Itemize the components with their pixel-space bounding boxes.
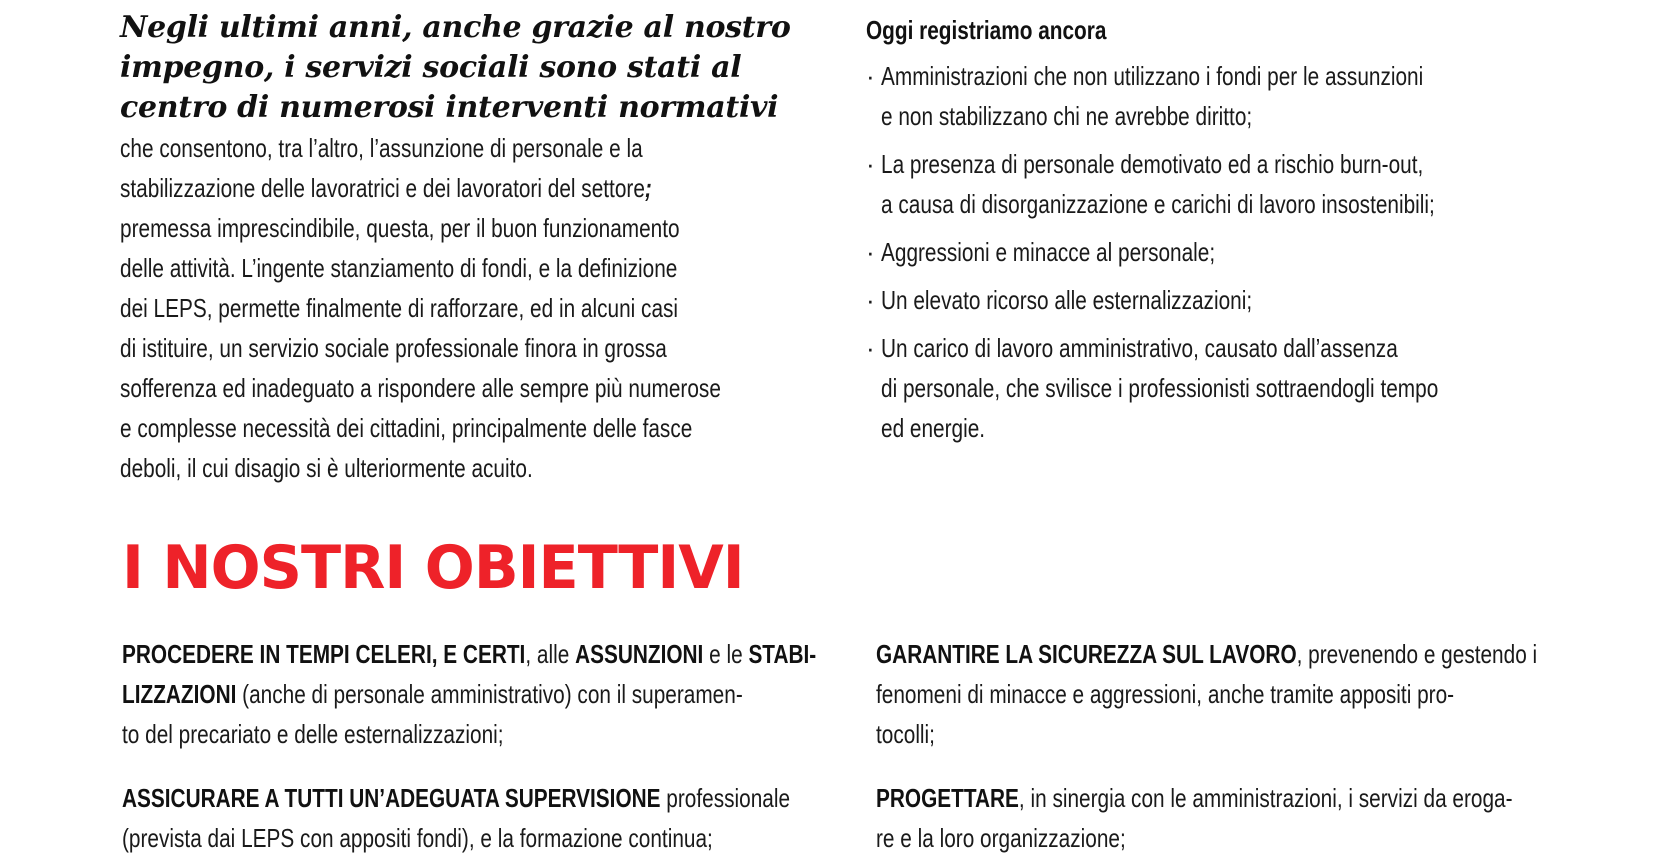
intro-body bbox=[120, 128, 721, 488]
intro-body-line: che consentono, tra l’altro, l’assunzione di personale e la bbox=[120, 133, 643, 163]
objective-keyword: PROGETTARE bbox=[876, 783, 1019, 813]
objective-line bbox=[122, 778, 790, 818]
objective-text: e le bbox=[703, 639, 749, 669]
section-title: I NOSTRI OBIETTIVI bbox=[122, 533, 744, 603]
objective-text: professionale bbox=[660, 783, 791, 813]
bullet-icon: · bbox=[866, 61, 875, 91]
list-item-line: ed energie. bbox=[881, 413, 986, 443]
list-item-text bbox=[881, 280, 1445, 320]
list-item-line: a causa di disorganizzazione e carichi di lavoro insostenibili; bbox=[881, 189, 1435, 219]
objective-keyword: LIZZAZIONI bbox=[122, 679, 237, 709]
list-item-text bbox=[881, 328, 1445, 448]
objective-planning bbox=[876, 778, 1513, 858]
list-item-line: di personale, che svilisce i professionisti sottraendogli tempo bbox=[881, 373, 1439, 403]
intro-lead-line: Negli ultimi anni, anche grazie al nostro bbox=[120, 10, 791, 45]
intro-lead-line: impegno, i servizi sociali sono stati al bbox=[120, 50, 742, 85]
list-item-text bbox=[881, 56, 1445, 136]
objective-keyword: GARANTIRE LA SICUREZZA SUL LAVORO bbox=[876, 639, 1297, 669]
intro-left-column bbox=[120, 8, 820, 488]
list-item-line: Aggressioni e minacce al personale; bbox=[881, 237, 1216, 267]
bullet-icon: · bbox=[866, 285, 875, 315]
objective-keyword: STABI- bbox=[748, 639, 817, 669]
list-item bbox=[866, 144, 1586, 224]
list-item-text bbox=[881, 232, 1445, 272]
intro-lead bbox=[120, 8, 820, 128]
objective-line bbox=[876, 634, 1537, 674]
current-issues-heading: Oggi registriamo ancora bbox=[866, 15, 1107, 45]
objective-keyword: ASSUNZIONI bbox=[575, 639, 704, 669]
list-item bbox=[866, 56, 1586, 136]
objective-line: re e la loro organizzazione; bbox=[876, 823, 1126, 853]
bullet-icon: · bbox=[866, 237, 875, 267]
objective-line: tocolli; bbox=[876, 719, 935, 749]
list-item-line: La presenza di personale demotivato ed a rischio burn-out, bbox=[881, 149, 1424, 179]
intro-body-line: sofferenza ed inadeguato a rispondere alle sempre più numerose bbox=[120, 373, 721, 403]
objective-line bbox=[876, 778, 1513, 818]
objective-text: , in sinergia con le amministrazioni, i servizi da eroga- bbox=[1018, 783, 1513, 813]
objective-keyword: PROCEDERE IN TEMPI CELERI, E CERTI bbox=[122, 639, 526, 669]
intro-body-line: premessa imprescindibile, questa, per il buon funzionamento bbox=[120, 213, 680, 243]
objective-line bbox=[122, 674, 816, 714]
objective-line: (prevista dai LEPS con appositi fondi), e la formazione continua; bbox=[122, 823, 713, 853]
objective-text: , alle bbox=[525, 639, 576, 669]
bullet-icon: · bbox=[866, 149, 875, 179]
list-item bbox=[866, 280, 1586, 320]
intro-lead-line: centro di numerosi interventi normativi bbox=[120, 90, 779, 125]
intro-body-line: e complesse necessità dei cittadini, principalmente delle fasce bbox=[120, 413, 693, 443]
list-item-line: e non stabilizzano chi ne avrebbe diritto; bbox=[881, 101, 1253, 131]
intro-body-line: deboli, il cui disagio si è ulteriormente acuito. bbox=[120, 453, 533, 483]
list-item bbox=[866, 232, 1586, 272]
intro-body-line: delle attività. L’ingente stanziamento di fondi, e la definizione bbox=[120, 253, 678, 283]
objective-text: , prevenendo e gestendo i bbox=[1296, 639, 1538, 669]
intro-semicolon: ; bbox=[644, 173, 652, 203]
bullet-icon: · bbox=[866, 333, 875, 363]
objective-line: to del precariato e delle esternalizzazioni; bbox=[122, 719, 504, 749]
objective-line: fenomeni di minacce e aggressioni, anche tramite appositi pro- bbox=[876, 679, 1455, 709]
intro-body-line: di istituire, un servizio sociale professionale finora in grossa bbox=[120, 333, 667, 363]
list-item-text bbox=[881, 144, 1445, 224]
objective-safety bbox=[876, 634, 1537, 754]
intro-body-line: dei LEPS, permette finalmente di rafforzare, ed in alcuni casi bbox=[120, 293, 679, 323]
list-item bbox=[866, 328, 1586, 448]
objective-text: (anche di personale amministrativo) con il superamen- bbox=[236, 679, 743, 709]
objective-supervision bbox=[122, 778, 790, 858]
objective-keyword: ASSICURARE A TUTTI UN’ADEGUATA SUPERVISIONE bbox=[122, 783, 661, 813]
list-item-line: Amministrazioni che non utilizzano i fondi per le assunzioni bbox=[881, 61, 1424, 91]
list-item-line: Un elevato ricorso alle esternalizzazioni; bbox=[881, 285, 1253, 315]
objective-line bbox=[122, 634, 816, 674]
issues-list bbox=[866, 56, 1586, 448]
intro-right-column bbox=[866, 12, 1586, 456]
list-item-line: Un carico di lavoro amministrativo, causato dall’assenza bbox=[881, 333, 1398, 363]
intro-body-text: stabilizzazione delle lavoratrici e dei lavoratori del settore bbox=[120, 173, 645, 203]
intro-body-line bbox=[120, 168, 680, 208]
objective-hiring bbox=[122, 634, 816, 754]
